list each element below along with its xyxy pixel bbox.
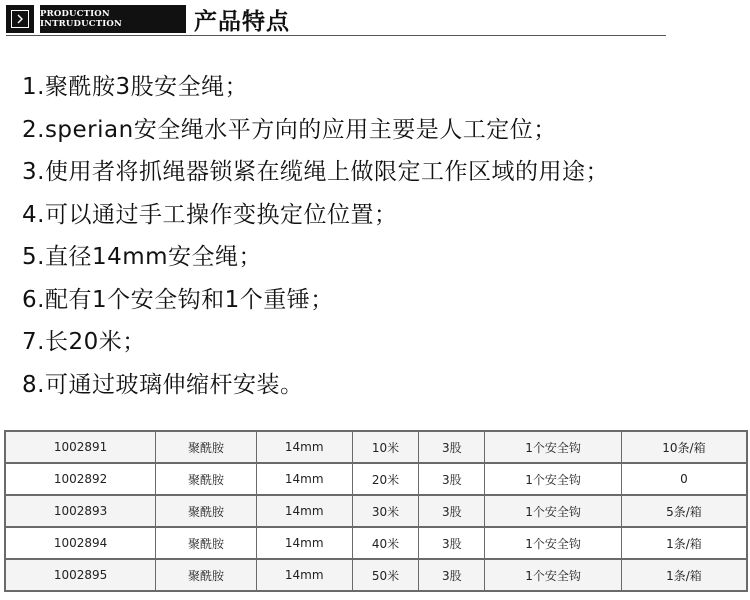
table-cell: 50米: [352, 559, 419, 591]
table-row: [5, 463, 747, 495]
feature-item: 1.聚酰胺3股安全绳；: [22, 74, 249, 100]
table-cell: 14mm: [256, 431, 352, 463]
table-cell: 1002895: [5, 559, 156, 591]
table-cell: 10条/箱: [621, 431, 747, 463]
table-cell: 聚酰胺: [156, 463, 257, 495]
feature-item: 7.长20米；: [22, 329, 146, 355]
play-arrow-icon: [11, 10, 29, 28]
table-cell: 聚酰胺: [156, 527, 257, 559]
table-cell: 1条/箱: [621, 559, 747, 591]
header-label: PRODUCTION INTRUDUCTION: [40, 5, 186, 33]
table-cell: 3股: [419, 559, 485, 591]
table-cell: 聚酰胺: [156, 559, 257, 591]
table-cell: 3股: [419, 495, 485, 527]
table-cell: 1002892: [5, 463, 156, 495]
header-divider: [6, 35, 666, 36]
table-row: [5, 495, 747, 527]
table-cell: 聚酰胺: [156, 431, 257, 463]
table-cell: 40米: [352, 527, 419, 559]
table-cell: 3股: [419, 527, 485, 559]
table-cell: 20米: [352, 463, 419, 495]
table-cell: 14mm: [256, 527, 352, 559]
table-cell: 1002894: [5, 527, 156, 559]
feature-item: 6.配有1个安全钩和1个重锤；: [22, 286, 334, 313]
table-cell: 14mm: [256, 559, 352, 591]
table-cell: 14mm: [256, 463, 352, 495]
table-cell: 5条/箱: [621, 495, 747, 527]
header-icon-box: [6, 5, 34, 33]
feature-item: 4.可以通过手工操作变换定位位置；: [22, 201, 398, 228]
spec-table: [4, 430, 748, 592]
table-cell: 聚酰胺: [156, 495, 257, 527]
table-cell: 10米: [352, 431, 419, 463]
table-cell: 1条/箱: [621, 527, 747, 559]
table-row: [5, 559, 747, 591]
feature-item: 2.sperian安全绳水平方向的应用主要是人工定位；: [22, 116, 557, 143]
section-header: [6, 4, 666, 36]
table-cell: 1个安全钩: [485, 431, 622, 463]
table-cell: 1002891: [5, 431, 156, 463]
section-title: 产品特点: [194, 9, 290, 35]
feature-item: 3.使用者将抓绳器锁紧在缆绳上做限定工作区域的用途；: [22, 159, 609, 185]
table-row: [5, 527, 747, 559]
feature-item: 8.可通过玻璃伸缩杆安装。: [22, 371, 304, 398]
feature-list: [22, 66, 609, 406]
table-cell: 3股: [419, 463, 485, 495]
table-cell: 1个安全钩: [485, 463, 622, 495]
table-cell: 14mm: [256, 495, 352, 527]
table-cell: 3股: [419, 431, 485, 463]
feature-item: 5.直径14mm安全绳；: [22, 244, 263, 270]
table-cell: 1个安全钩: [485, 559, 622, 591]
table-cell: 1个安全钩: [485, 527, 622, 559]
table-cell: 1002893: [5, 495, 156, 527]
table-row: [5, 431, 747, 463]
table-cell: 30米: [352, 495, 419, 527]
table-cell: 0: [621, 463, 747, 495]
table-cell: 1个安全钩: [485, 495, 622, 527]
